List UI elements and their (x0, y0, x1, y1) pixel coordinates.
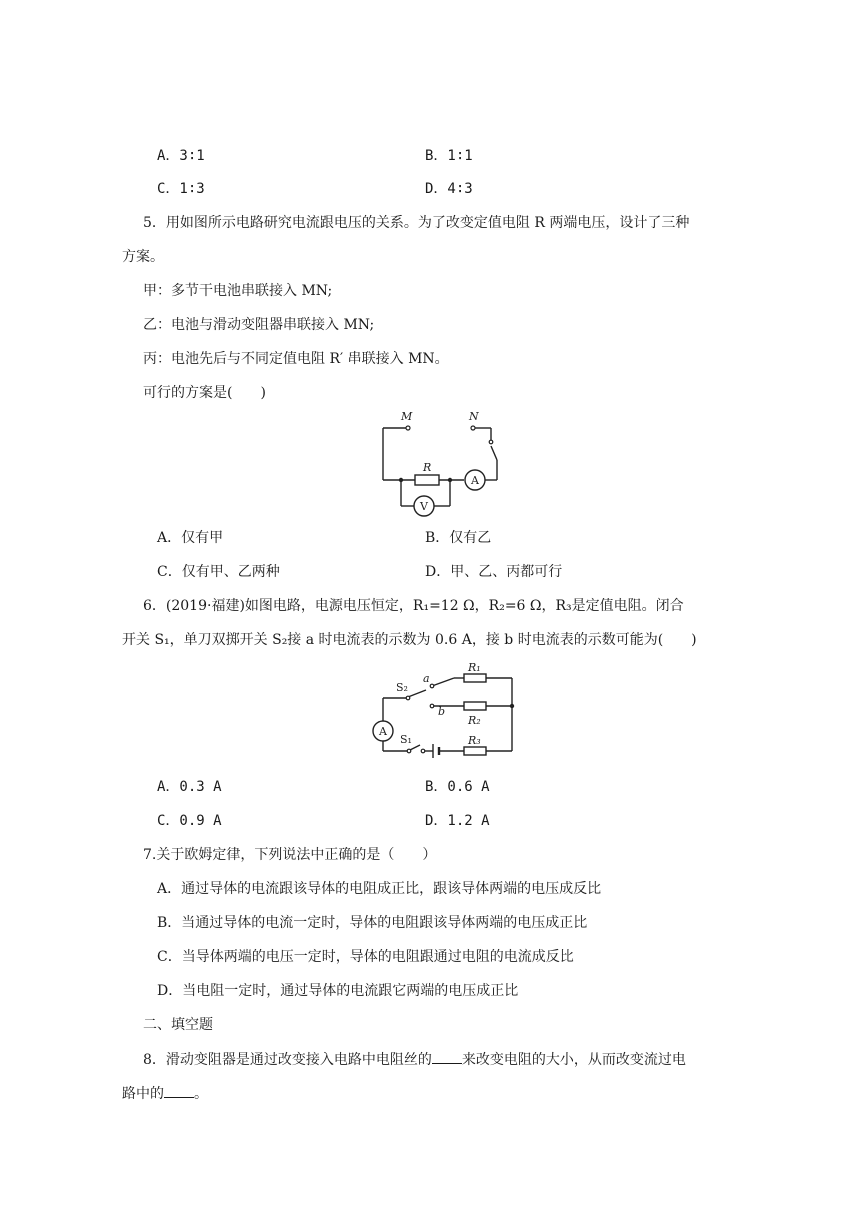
q5-stem-line1: 5．用如图所示电路研究电流跟电压的关系。为了改变定值电阻 R 两端电压，设计了三种 (143, 215, 690, 231)
q6-stem-line2: 开关 S₁，单刀双掷开关 S₂接 a 时电流表的示数为 0.6 A，接 b 时电流表的示数可能为( ) (122, 632, 697, 648)
q8-blank-1[interactable] (432, 1050, 462, 1064)
resistor-r3 (464, 747, 486, 755)
switch-contact (489, 440, 493, 444)
q8-text-line2-part1: 路中的 (122, 1086, 164, 1102)
label-a: a (423, 672, 430, 685)
q7-option-c: C．当导体两端的电压一定时，导体的电阻跟通过电阻的电流成反比 (157, 949, 574, 965)
q7-option-b: B．当通过导体的电流一定时，导体的电阻跟该导体两端的电压成正比 (157, 915, 588, 931)
section-title-fill-in: 二、填空题 (143, 1017, 213, 1033)
label-ammeter: A (379, 725, 387, 738)
junction-dot (448, 478, 452, 482)
q5-option-a: A．仅有甲 (157, 530, 224, 546)
q5-plan-yi: 乙：电池与滑动变阻器串联接入 MN; (143, 317, 375, 333)
q5-plan-jia: 甲：多节干电池串联接入 MN; (143, 283, 333, 299)
label-r2: R₂ (468, 714, 481, 727)
q4-option-b: B．1∶1 (425, 148, 473, 164)
label-r3: R₃ (468, 734, 481, 747)
label-s2: S₂ (396, 681, 408, 694)
resistor-r (415, 475, 439, 485)
resistor-r2 (464, 702, 486, 710)
q8-text-part2: 来改变电阻的大小，从而改变流过电 (461, 1052, 686, 1068)
q7-stem: 7.关于欧姆定律，下列说法中正确的是（ ） (143, 847, 437, 863)
q8-blank-2[interactable] (164, 1084, 194, 1098)
label-b: b (438, 705, 446, 718)
q8-line2 (122, 1084, 208, 1103)
switch-s2-blade (408, 690, 426, 697)
q8-line1 (143, 1050, 686, 1069)
label-r: R (423, 461, 432, 474)
label-m: M (401, 410, 413, 423)
label-s1: S₁ (400, 733, 412, 746)
q6-circuit-diagram (370, 658, 520, 758)
resistor-r1 (464, 674, 486, 682)
contact-a (430, 684, 434, 688)
label-ammeter: A (471, 474, 479, 487)
q8-text-part1: 8．滑动变阻器是通过改变接入电路中电阻丝的 (143, 1052, 432, 1068)
switch-blade (491, 446, 497, 460)
q4-option-d: D．4∶3 (425, 181, 473, 197)
q5-stem-line2: 方案。 (122, 249, 164, 265)
q5-option-d: D．甲、乙、丙都可行 (425, 564, 563, 580)
q7-option-d: D．当电阻一定时，通过导体的电流跟它两端的电压成正比 (157, 983, 519, 999)
terminal-m (406, 426, 410, 430)
switch-s1-pivot (407, 749, 411, 753)
q4-option-c: C．1∶3 (157, 181, 205, 197)
junction-dot (399, 478, 403, 482)
label-n: N (469, 410, 479, 423)
q5-option-b: B．仅有乙 (425, 530, 492, 546)
q6-option-a: A．0.3 A (157, 779, 222, 795)
q6-option-d: D．1.2 A (425, 813, 490, 829)
switch-s1-contact (421, 749, 425, 753)
q5-circuit-diagram (375, 408, 515, 518)
junction-dot (510, 704, 514, 708)
terminal-n (471, 426, 475, 430)
q6-option-c: C．0.9 A (157, 813, 222, 829)
wire (432, 678, 454, 686)
q5-option-c: C．仅有甲、乙两种 (157, 564, 280, 580)
q8-text-line2-part2: 。 (194, 1086, 208, 1102)
q5-plan-bing: 丙：电池先后与不同定值电阻 R′ 串联接入 MN。 (143, 351, 449, 367)
switch-s2-pivot (406, 696, 410, 700)
q7-option-a: A．通过导体的电流跟该导体的电阻成正比，跟该导体两端的电压成反比 (157, 881, 602, 897)
q6-option-b: B．0.6 A (425, 779, 490, 795)
contact-b (430, 704, 434, 708)
q6-stem-line1: 6．(2019·福建)如图电路，电源电压恒定，R₁=12 Ω，R₂=6 Ω，R₃是定值电阻。闭合 (143, 598, 684, 614)
q4-option-a: A．3∶1 (157, 148, 205, 164)
label-r1: R₁ (468, 661, 481, 674)
label-voltmeter: V (420, 500, 428, 513)
q5-question: 可行的方案是( ) (143, 385, 266, 401)
